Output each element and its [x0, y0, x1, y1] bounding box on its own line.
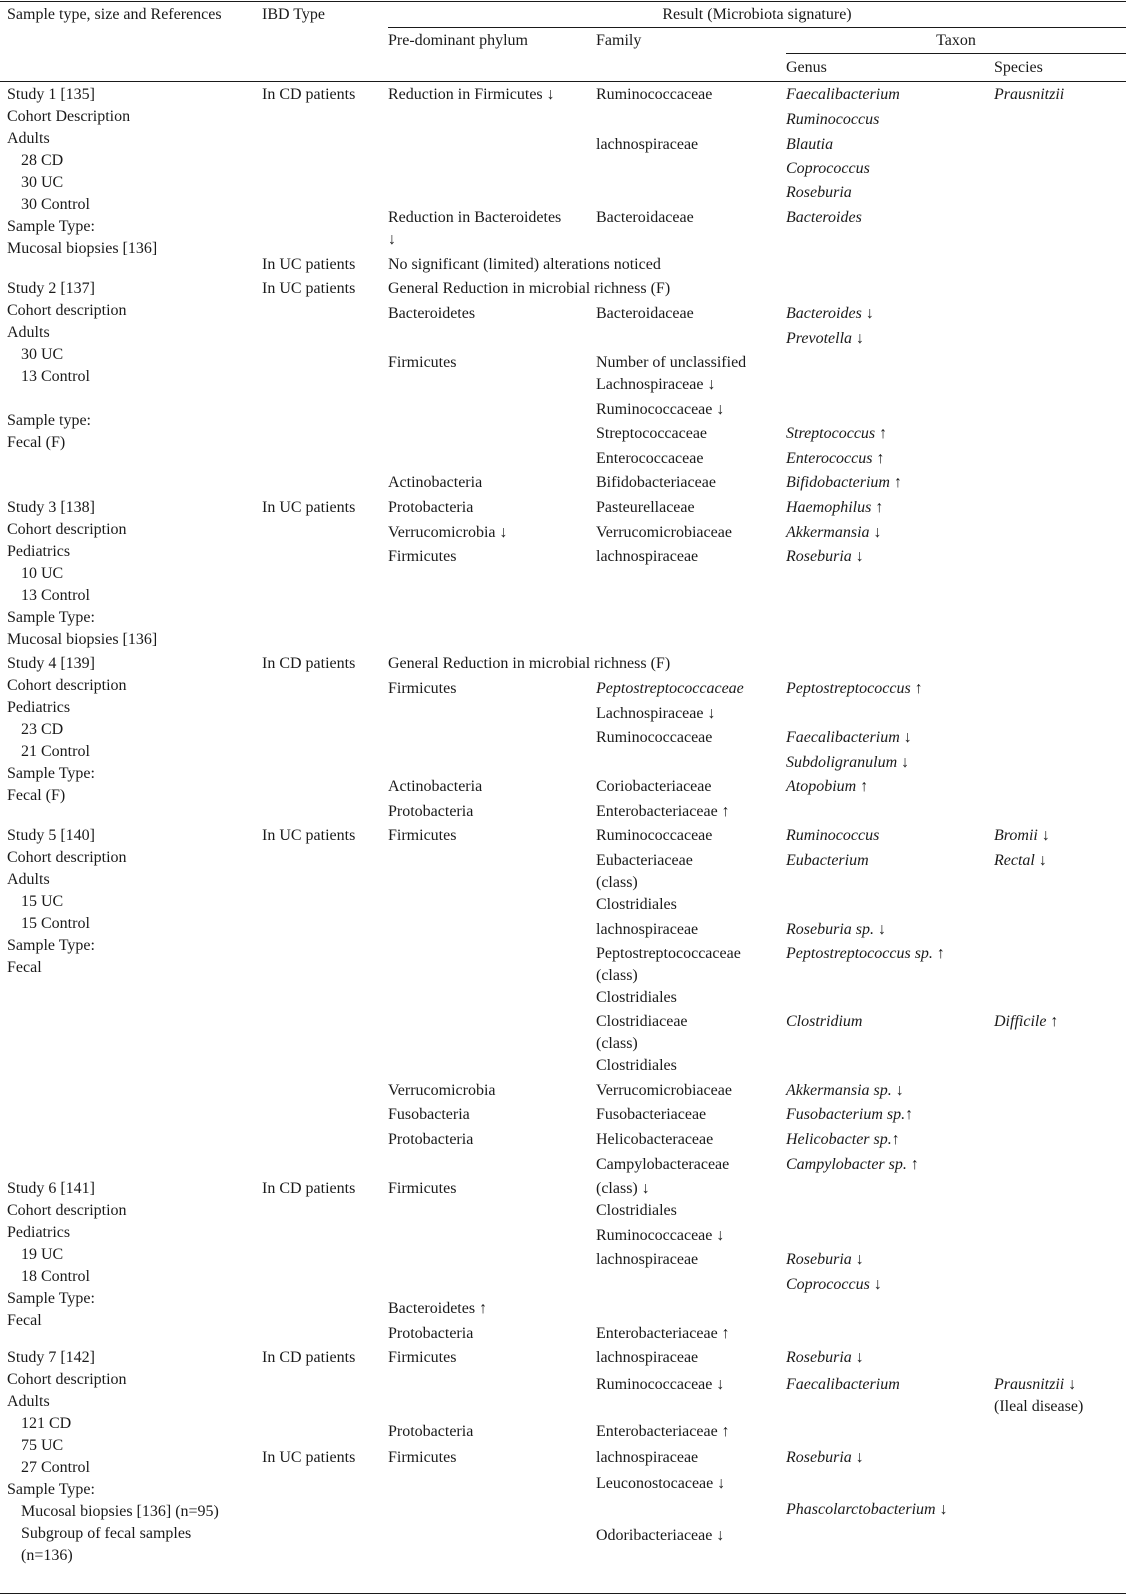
table-cell: Sample Type:: [7, 765, 95, 782]
table-cell: Ruminococcaceae: [596, 86, 713, 103]
table-cell: Fecal (F): [7, 787, 66, 804]
column-header: Taxon: [936, 32, 976, 49]
table-cell: Cohort description: [7, 521, 127, 538]
table-cell: Study 7 [142]: [7, 1349, 95, 1366]
table-cell: Mucosal biopsies [136]: [7, 631, 158, 648]
table-cell: Enterobacteriaceae ↑: [596, 1423, 730, 1440]
table-cell: Study 4 [139]: [7, 655, 95, 672]
table-cell: In CD patients: [262, 1180, 356, 1197]
table-cell: Sample Type:: [7, 937, 95, 954]
table-cell: Pasteurellaceae: [596, 499, 695, 516]
table-cell: Firmicutes: [388, 548, 457, 565]
table-cell: Bacteroides ↓: [786, 305, 874, 322]
table-cell: Prevotella ↓: [786, 330, 865, 347]
table-cell: Study 1 [135]: [7, 86, 95, 103]
table-cell: Enterococcaceae: [596, 450, 704, 467]
table-cell: Verrucomicrobia ↓: [388, 524, 508, 541]
table-cell: Roseburia sp. ↓: [786, 921, 886, 938]
table-cell: 28 CD: [21, 152, 64, 169]
table-cell: Bacteroidaceae: [596, 209, 694, 226]
table-cell: (class): [596, 1035, 638, 1052]
table-cell: Cohort description: [7, 1202, 127, 1219]
table-cell: Streptococcaceae: [596, 425, 708, 442]
table-cell: Subgroup of fecal samples: [21, 1525, 192, 1542]
table-cell: Roseburia: [786, 184, 852, 201]
table-cell: Mucosal biopsies [136]: [7, 240, 158, 257]
column-header: Sample type, size and References: [7, 6, 222, 23]
table-cell: 13 Control: [21, 368, 90, 385]
table-cell: Subdoligranulum ↓: [786, 754, 910, 771]
table-cell: Enterococcus ↑: [786, 450, 885, 467]
column-header: Result (Microbiota signature): [662, 6, 852, 23]
table-cell: Protobacteria: [388, 1131, 474, 1148]
table-cell: In CD patients: [262, 1349, 356, 1366]
table-cell: Streptococcus ↑: [786, 425, 888, 442]
table-cell: Peptostreptococcus ↑: [786, 680, 923, 697]
table-cell: Faecalibacterium ↓: [786, 729, 912, 746]
table-cell: In UC patients: [262, 499, 356, 516]
table-cell: In CD patients: [262, 86, 356, 103]
table-cell: Ruminococcaceae ↓: [596, 1376, 725, 1393]
table-cell: Peptostreptococcaceae: [596, 945, 741, 962]
table-cell: lachnospiraceae: [596, 1251, 699, 1268]
table-cell: Actinobacteria: [388, 778, 483, 795]
table-cell: Clostridiales: [596, 896, 677, 913]
table-cell: Verrucomicrobiaceae: [596, 524, 732, 541]
table-cell: Adults: [7, 324, 50, 341]
table-cell: Bacteroides: [786, 209, 862, 226]
table-cell: Enterobacteriaceae ↑: [596, 803, 730, 820]
table-cell: Actinobacteria: [388, 474, 483, 491]
table-cell: 21 Control: [21, 743, 90, 760]
table-cell: Firmicutes: [388, 680, 457, 697]
table-cell: 15 Control: [21, 915, 90, 932]
table-cell: No significant (limited) alterations noticed: [388, 256, 661, 273]
table-rule: [786, 53, 1126, 54]
table-cell: Prausnitzii ↓: [994, 1376, 1077, 1393]
table-cell: (Ileal disease): [994, 1398, 1084, 1415]
table-cell: 27 Control: [21, 1459, 90, 1476]
table-cell: 121 CD: [21, 1415, 72, 1432]
table-cell: Mucosal biopsies [136] (n=95): [21, 1503, 219, 1520]
table-cell: Clostridiales: [596, 1057, 677, 1074]
table-cell: Helicobacter sp.↑: [786, 1131, 900, 1148]
table-cell: lachnospiraceae: [596, 136, 699, 153]
table-cell: Adults: [7, 130, 50, 147]
table-cell: Leuconostocaceae ↓: [596, 1475, 726, 1492]
table-cell: Study 2 [137]: [7, 280, 95, 297]
table-cell: Prausnitzii: [994, 86, 1065, 103]
column-header: Species: [994, 59, 1043, 76]
table-cell: Clostridiaceae: [596, 1013, 688, 1030]
table-cell: lachnospiraceae: [596, 548, 699, 565]
table-cell: Cohort description: [7, 849, 127, 866]
table-rule: [0, 1, 1126, 2]
table-cell: 75 UC: [21, 1437, 64, 1454]
table-cell: General Reduction in microbial richness (F): [388, 280, 671, 297]
table-cell: Bacteroidetes ↑: [388, 1300, 488, 1317]
table-cell: Firmicutes: [388, 1449, 457, 1466]
table-cell: 30 UC: [21, 346, 64, 363]
table-cell: Peptostreptococcaceae: [596, 680, 744, 697]
table-cell: Fecal: [7, 959, 42, 976]
table-cell: Coriobacteriaceae: [596, 778, 712, 795]
table-cell: Cohort description: [7, 677, 127, 694]
table-cell: Ruminococcus: [786, 111, 880, 128]
table-cell: Campylobacteraceae: [596, 1156, 730, 1173]
table-cell: 30 UC: [21, 174, 64, 191]
table-cell: Verrucomicrobia: [388, 1082, 496, 1099]
table-cell: Eubacteriaceae: [596, 852, 693, 869]
table-cell: Peptostreptococcus sp. ↑: [786, 945, 945, 962]
table-cell: Phascolarctobacterium ↓: [786, 1501, 948, 1518]
column-header: Genus: [786, 59, 827, 76]
table-cell: Bromii ↓: [994, 827, 1050, 844]
table-cell: Study 5 [140]: [7, 827, 95, 844]
table-cell: (class): [596, 967, 638, 984]
table-cell: Coprococcus: [786, 160, 870, 177]
table-cell: Eubacterium: [786, 852, 869, 869]
table-cell: Faecalibacterium: [786, 86, 900, 103]
table-cell: Roseburia ↓: [786, 1449, 864, 1466]
table-cell: (class): [596, 874, 638, 891]
table-cell: Campylobacter sp. ↑: [786, 1156, 919, 1173]
table-cell: Helicobacteraceae: [596, 1131, 714, 1148]
column-header: IBD Type: [262, 6, 326, 23]
table-cell: General Reduction in microbial richness (F): [388, 655, 671, 672]
table-cell: In UC patients: [262, 256, 356, 273]
table-rule: [388, 27, 1126, 28]
table-cell: Protobacteria: [388, 499, 474, 516]
table-cell: Difficile ↑: [994, 1013, 1059, 1030]
table-cell: Firmicutes: [388, 1180, 457, 1197]
table-cell: 23 CD: [21, 721, 64, 738]
table-cell: 15 UC: [21, 893, 64, 910]
table-cell: Roseburia ↓: [786, 548, 864, 565]
table-cell: Protobacteria: [388, 1325, 474, 1342]
table-cell: Fecal: [7, 1312, 42, 1329]
table-cell: Sample type:: [7, 412, 91, 429]
table-cell: Pediatrics: [7, 699, 71, 716]
table-cell: Reduction in Bacteroidetes: [388, 209, 562, 226]
table-cell: Cohort description: [7, 1371, 127, 1388]
table-cell: Haemophilus ↑: [786, 499, 884, 516]
table-cell: (n=136): [21, 1547, 73, 1564]
table-cell: 13 Control: [21, 587, 90, 604]
table-cell: Sample Type:: [7, 1290, 95, 1307]
table-cell: Cohort description: [7, 302, 127, 319]
table-cell: Sample Type:: [7, 609, 95, 626]
table-cell: Roseburia ↓: [786, 1349, 864, 1366]
table-cell: Odoribacteriaceae ↓: [596, 1527, 725, 1544]
table-cell: 10 UC: [21, 565, 64, 582]
table-cell: Rectal ↓: [994, 852, 1047, 869]
table-cell: Lachnospiraceae ↓: [596, 376, 716, 393]
table-cell: Ruminococcaceae: [596, 827, 713, 844]
table-cell: 18 Control: [21, 1268, 90, 1285]
table-cell: Pediatrics: [7, 1224, 71, 1241]
table-cell: Blautia: [786, 136, 834, 153]
table-cell: ↓: [388, 231, 396, 248]
table-cell: lachnospiraceae: [596, 921, 699, 938]
table-cell: Clostridiales: [596, 989, 677, 1006]
table-cell: Fusobacteria: [388, 1106, 470, 1123]
table-cell: Study 6 [141]: [7, 1180, 95, 1197]
table-cell: Firmicutes: [388, 827, 457, 844]
table-cell: Bacteroidetes: [388, 305, 476, 322]
table-cell: Verrucomicrobiaceae: [596, 1082, 732, 1099]
table-cell: Firmicutes: [388, 354, 457, 371]
table-cell: lachnospiraceae: [596, 1449, 699, 1466]
table-cell: Clostridium: [786, 1013, 863, 1030]
table-cell: Fecal (F): [7, 434, 66, 451]
table-cell: Bifidobacteriaceae: [596, 474, 716, 491]
table-cell: Adults: [7, 871, 50, 888]
table-cell: Cohort Description: [7, 108, 131, 125]
table-cell: Ruminococcaceae ↓: [596, 401, 725, 418]
table-cell: Roseburia ↓: [786, 1251, 864, 1268]
table-cell: Sample Type:: [7, 218, 95, 235]
table-cell: Atopobium ↑: [786, 778, 869, 795]
table-cell: Number of unclassified: [596, 354, 747, 371]
table-cell: Bifidobacterium ↑: [786, 474, 902, 491]
table-cell: In UC patients: [262, 827, 356, 844]
table-rule: [0, 1593, 1126, 1594]
column-header: Family: [596, 32, 642, 49]
table-cell: Ruminococcaceae: [596, 729, 713, 746]
table-cell: 19 UC: [21, 1246, 64, 1263]
table-cell: 30 Control: [21, 196, 90, 213]
table-cell: Ruminococcaceae ↓: [596, 1227, 725, 1244]
column-header: Pre-dominant phylum: [388, 32, 528, 49]
table-cell: Firmicutes: [388, 1349, 457, 1366]
table-cell: Akkermansia sp. ↓: [786, 1082, 904, 1099]
table-cell: Akkermansia ↓: [786, 524, 882, 541]
table-cell: Protobacteria: [388, 803, 474, 820]
table-cell: Adults: [7, 1393, 50, 1410]
table-cell: Reduction in Firmicutes ↓: [388, 86, 555, 103]
table-cell: In UC patients: [262, 1449, 356, 1466]
table-cell: lachnospiraceae: [596, 1349, 699, 1366]
table-cell: (class) ↓: [596, 1180, 650, 1197]
table-cell: In CD patients: [262, 655, 356, 672]
table-cell: Lachnospiraceae ↓: [596, 705, 716, 722]
table-cell: Faecalibacterium: [786, 1376, 900, 1393]
table-cell: In UC patients: [262, 280, 356, 297]
table-cell: Clostridiales: [596, 1202, 677, 1219]
table-cell: Coprococcus ↓: [786, 1276, 882, 1293]
table-cell: Sample Type:: [7, 1481, 95, 1498]
table-cell: Fusobacterium sp.↑: [786, 1106, 914, 1123]
table-rule: [0, 81, 1126, 82]
table-cell: Enterobacteriaceae ↑: [596, 1325, 730, 1342]
table-cell: Bacteroidaceae: [596, 305, 694, 322]
table-cell: Ruminococcus: [786, 827, 880, 844]
table-cell: Pediatrics: [7, 543, 71, 560]
table-cell: Fusobacteriaceae: [596, 1106, 707, 1123]
table-cell: Study 3 [138]: [7, 499, 95, 516]
table-cell: Protobacteria: [388, 1423, 474, 1440]
